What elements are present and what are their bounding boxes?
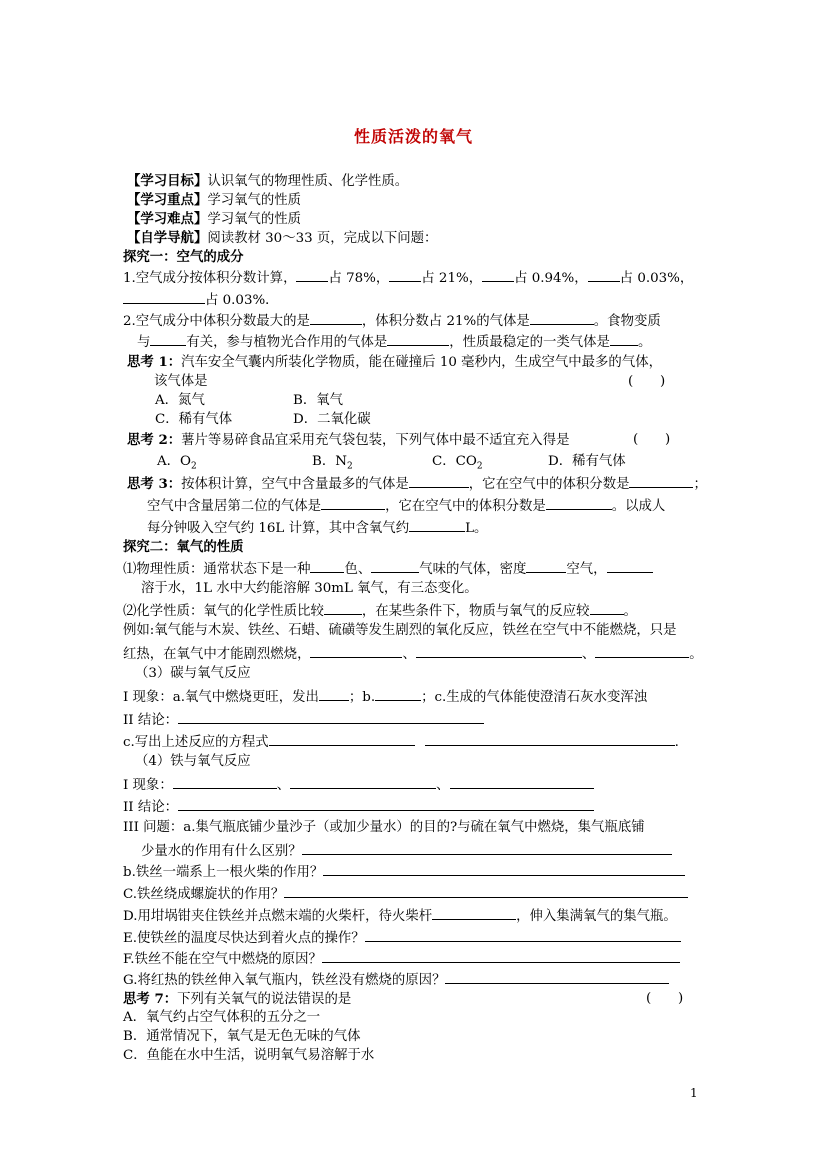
think1-paren: ( ) xyxy=(628,374,666,389)
blank xyxy=(302,841,672,855)
blank xyxy=(290,775,436,789)
think7-label: 思考 7： xyxy=(123,991,178,1007)
blank xyxy=(425,732,675,746)
blank xyxy=(409,518,465,532)
think1-option-c: C．稀有气体 xyxy=(155,412,233,427)
think3-text-g: 每分钟吸入空气约 16L 计算，其中含氧气约 xyxy=(147,521,410,536)
q2-line1 xyxy=(123,311,661,331)
iron-heading: （4）铁与氧气反应 xyxy=(135,754,251,769)
blank xyxy=(607,559,653,573)
chemical-line xyxy=(123,601,637,621)
q2-text-e: 有关，参与植物光合作用的气体是 xyxy=(186,335,388,350)
blank xyxy=(389,268,421,282)
carbon-phenomenon-c: ；c.生成的气体能使澄清石灰水变浑浊 xyxy=(421,690,648,705)
blank xyxy=(387,332,449,346)
physical-text-a: ⑴物理性质：通常状态下是一种 xyxy=(123,562,311,577)
q1-text-b: 占 78%， xyxy=(328,271,390,286)
key-label: 【学习重点】 xyxy=(127,192,208,208)
carbon-equation-label: c.写出上述反应的方程式 xyxy=(123,735,269,750)
physical-line1 xyxy=(123,559,653,579)
iron-question-c-text: C.铁丝绕成螺旋状的作用？ xyxy=(123,887,285,902)
think7-paren: ( ) xyxy=(646,991,684,1006)
blank xyxy=(546,496,612,510)
blank xyxy=(296,268,328,282)
goal-line xyxy=(127,172,408,191)
physical-line2: 溶于水，1L 水中大约能溶解 30mL 氧气，有三态变化。 xyxy=(141,581,478,596)
separator: 、 xyxy=(436,778,450,793)
q2-text-a: 2.空气成分中体积分数最大的是 xyxy=(123,314,310,329)
q1-line2 xyxy=(123,290,279,310)
blank xyxy=(610,332,638,346)
think2-option-d: D．稀有气体 xyxy=(548,454,626,469)
iron-question-g-text: G.将红热的铁丝伸入氧气瓶内，铁丝没有燃烧的原因？ xyxy=(123,973,446,988)
q1-text-f: 占 0.03%． xyxy=(205,293,279,308)
q1-text-c: 占 21%， xyxy=(421,271,483,286)
chemical-text-a: ⑵化学性质：氧气的化学性质比较 xyxy=(123,604,324,619)
think3-text-a: 按体积计算，空气中含量最多的气体是 xyxy=(181,477,409,492)
blank xyxy=(284,884,688,898)
q2-text-g: 。 xyxy=(637,335,652,350)
iron-question-c xyxy=(123,884,688,904)
blank xyxy=(324,601,362,615)
iron-question-d-text2: ，伸入集满氧气的集气瓶。 xyxy=(516,909,677,924)
blank xyxy=(310,559,344,573)
think2-paren: ( ) xyxy=(633,432,671,447)
section-1-heading: 探究一：空气的成分 xyxy=(123,249,244,265)
think1-line2 xyxy=(154,373,208,391)
blank xyxy=(432,906,516,920)
subscript: 2 xyxy=(191,461,197,472)
hard-label: 【学习难点】 xyxy=(127,211,208,227)
iron-question-f xyxy=(123,949,680,969)
blank xyxy=(590,601,624,615)
blank xyxy=(319,687,349,701)
think7-option-c: C．鱼能在水中生活，说明氧气易溶解于水 xyxy=(123,1048,375,1063)
nav-text: 阅读教材 30～33 页，完成以下问题： xyxy=(207,231,438,246)
carbon-phenomenon-b: ；b. xyxy=(348,690,376,705)
iron-question-a2 xyxy=(141,841,672,861)
think7-line xyxy=(123,990,351,1009)
think1-text2: 该气体是 xyxy=(154,374,208,389)
think3-line2 xyxy=(147,496,665,516)
carbon-equation xyxy=(123,732,679,752)
think3-line1 xyxy=(127,474,707,494)
carbon-conclusion xyxy=(123,710,484,730)
nav-line xyxy=(127,229,437,248)
q1-line1 xyxy=(123,268,693,288)
think3-text-c: ； xyxy=(693,477,707,492)
carbon-heading: （3）碳与氧气反应 xyxy=(135,666,251,681)
iron-phenomenon xyxy=(123,775,594,795)
example-line1: 例如:氧气能与木炭、铁丝、石蜡、硫磺等发生剧烈的氧化反应，铁丝在空气中不能燃烧，只是 xyxy=(123,623,677,638)
blank xyxy=(416,644,582,658)
think3-text-h: L。 xyxy=(465,521,488,536)
think2-text: 薯片等易碎食品宜采用充气袋包装，下列气体中最不适宜充入得是 xyxy=(181,433,570,448)
iron-question-f-text: F.铁丝不能在空气中燃烧的原因？ xyxy=(123,952,322,967)
hard-line xyxy=(127,210,301,229)
think2-option-a-text: A．O xyxy=(157,454,192,469)
iron-phenomenon-label: I 现象： xyxy=(123,778,173,793)
think3-text-f: 。以成人 xyxy=(611,499,666,514)
blank xyxy=(445,970,669,984)
blank xyxy=(178,797,594,811)
nav-label: 【自学导航】 xyxy=(127,230,208,246)
section-2-heading: 探究二：氧气的性质 xyxy=(123,539,244,555)
blank xyxy=(269,732,415,746)
key-line xyxy=(127,191,301,210)
carbon-phenomenon xyxy=(123,687,647,707)
blank xyxy=(178,710,484,724)
blank xyxy=(595,644,689,658)
think2-label: 思考 2： xyxy=(127,432,182,448)
hard-text: 学习氧气的性质 xyxy=(207,212,302,227)
think3-text-d: 空气中含量居第二位的气体是 xyxy=(147,499,322,514)
goal-text: 认识氧气的物理性质、化学性质。 xyxy=(207,174,409,189)
think3-line3 xyxy=(147,518,487,538)
blank xyxy=(526,559,566,573)
blank xyxy=(629,474,693,488)
chemical-text-b: ，在某些条件下，物质与氧气的反应较 xyxy=(361,604,590,619)
iron-question-a: III 问题：a.集气瓶底铺少量沙子（或加少量水）的目的?与硫在氧气中燃烧，集气瓶底铺 xyxy=(123,820,645,835)
iron-question-b-text: b.铁丝一端系上一根火柴的作用？ xyxy=(123,865,324,880)
q2-line2 xyxy=(137,332,651,352)
key-text: 学习氧气的性质 xyxy=(207,193,302,208)
example-line2 xyxy=(123,644,703,664)
iron-question-d xyxy=(123,906,677,926)
blank xyxy=(173,775,277,789)
think2-option-a xyxy=(157,453,197,476)
chemical-text-c: 。 xyxy=(623,604,637,619)
q1-text-e: 占 0.03%， xyxy=(619,271,694,286)
think2-option-b-text: B．N xyxy=(312,454,347,469)
subscript: 2 xyxy=(476,461,483,472)
think3-text-e: ，它在空气中的体积分数是 xyxy=(385,499,546,514)
think2-option-c-text: C．CO xyxy=(432,454,477,469)
think2-option-b xyxy=(312,453,353,476)
example-end: 。 xyxy=(689,647,703,662)
think3-label: 思考 3： xyxy=(127,476,182,492)
iron-question-e-text: E.使铁丝的温度尽快达到着火点的操作？ xyxy=(123,931,365,946)
think7-text: 下列有关氧气的说法错误的是 xyxy=(177,992,352,1007)
think1-option-d: D．二氧化碳 xyxy=(293,412,371,427)
q2-text-d: 与 xyxy=(137,335,151,350)
iron-conclusion-label: II 结论： xyxy=(123,800,179,815)
iron-conclusion xyxy=(123,797,594,817)
blank xyxy=(371,559,419,573)
carbon-conclusion-label: II 结论： xyxy=(123,713,179,728)
separator: 、 xyxy=(581,647,596,662)
think1-line xyxy=(127,353,662,372)
blank xyxy=(323,862,685,876)
q1-text-d: 占 0.94%， xyxy=(514,271,588,286)
iron-question-a2-text: 少量水的作用有什么区别？ xyxy=(141,844,302,859)
think2-option-c xyxy=(432,453,483,476)
page-number: 1 xyxy=(690,1086,698,1100)
blank xyxy=(123,290,205,304)
q2-text-c: 。食物变质 xyxy=(593,314,661,329)
blank xyxy=(321,496,385,510)
blank xyxy=(310,311,362,325)
q2-text-b: ，体积分数占 21%的气体是 xyxy=(361,314,530,329)
physical-text-b: 色、 xyxy=(344,562,372,577)
blank xyxy=(365,928,681,942)
blank xyxy=(150,332,186,346)
carbon-equation-end: . xyxy=(674,735,679,750)
q2-text-f: ，性质最稳定的一类气体是 xyxy=(449,335,610,350)
separator: 、 xyxy=(402,647,416,662)
separator: 、 xyxy=(276,778,291,793)
blank xyxy=(588,268,620,282)
think3-text-b: ，它在空气中的体积分数是 xyxy=(468,477,630,492)
iron-question-g xyxy=(123,970,669,990)
example-text-b: 红热，在氧气中才能剧烈燃烧， xyxy=(123,647,311,662)
q1-text-a: 1.空气成分按体积分数计算， xyxy=(123,271,297,286)
blank xyxy=(450,775,594,789)
think7-option-a: A．氧气约占空气体积的五分之一 xyxy=(123,1010,321,1025)
iron-question-d-text1: D.用坩埚钳夹住铁丝并点燃末端的火柴杆，待火柴杆 xyxy=(123,909,433,924)
blank xyxy=(482,268,514,282)
think1-label: 思考 1： xyxy=(127,354,182,370)
think1-option-b: B．氧气 xyxy=(293,393,344,408)
page-title: 性质活泼的氧气 xyxy=(353,127,473,146)
iron-question-e xyxy=(123,928,681,948)
blank xyxy=(310,644,402,658)
think2-line xyxy=(127,431,569,450)
physical-text-d: 空气， xyxy=(566,562,607,577)
carbon-phenomenon-a: I 现象：a.氧气中燃烧更旺，发出 xyxy=(123,690,319,705)
subscript: 2 xyxy=(346,461,353,472)
think7-option-b: B．通常情况下，氧气是无色无味的气体 xyxy=(123,1029,361,1044)
think1-text: 汽车安全气囊内所装化学物质，能在碰撞后 10 毫秒内，生成空气中最多的气体， xyxy=(181,355,662,370)
blank xyxy=(409,474,469,488)
iron-question-b xyxy=(123,862,685,882)
physical-text-c: 气味的气体，密度 xyxy=(419,562,527,577)
blank xyxy=(530,311,594,325)
blank xyxy=(322,949,680,963)
think1-option-a: A．氮气 xyxy=(155,393,205,408)
blank xyxy=(375,687,421,701)
goal-label: 【学习目标】 xyxy=(127,173,208,189)
